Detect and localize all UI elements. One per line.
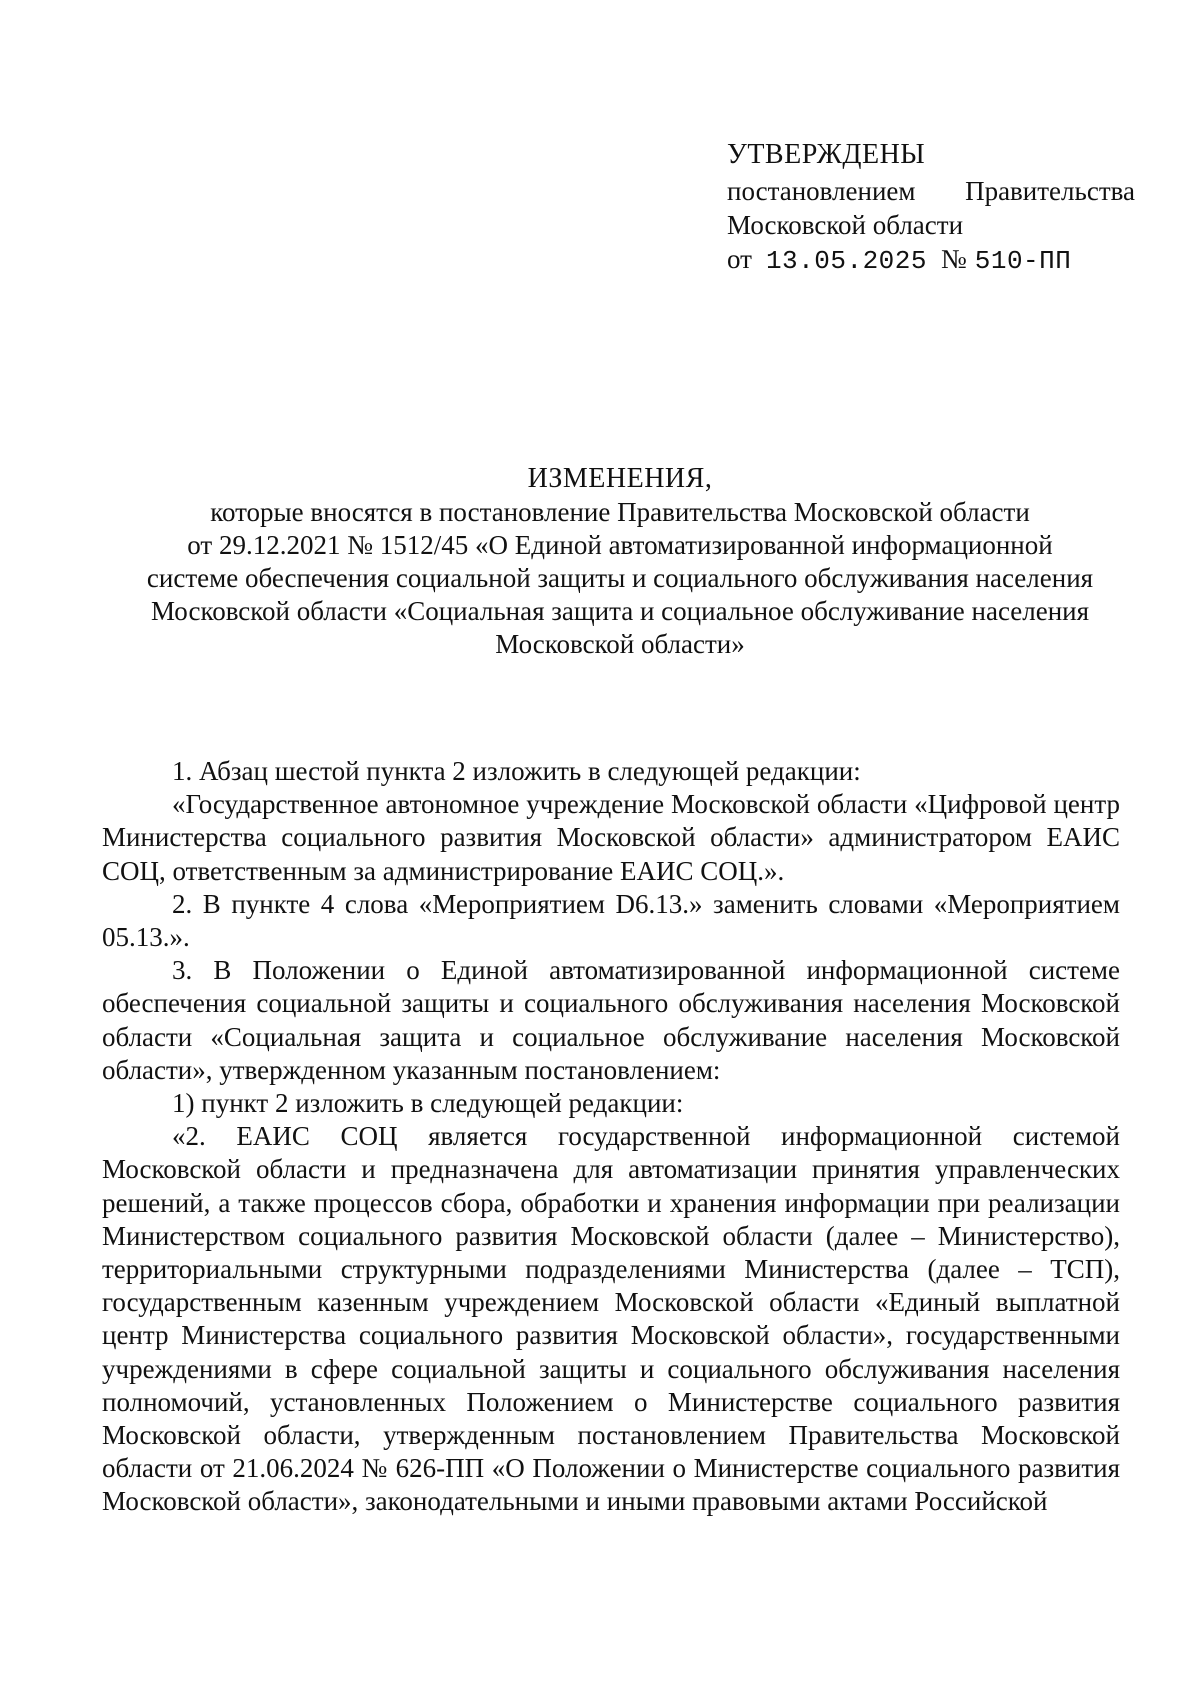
- approval-date-line: [727, 242, 1167, 278]
- approval-issuer-word-2: Правительства: [965, 176, 1135, 206]
- approval-date-prefix: от: [727, 244, 752, 274]
- title-line: от 29.12.2021 № 1512/45 «О Единой автоматизированной информационной: [187, 530, 1053, 560]
- title-line: системе обеспечения социальной защиты и социального обслуживания населения: [146, 563, 1094, 593]
- body-paragraph: 1) пункт 2 изложить в следующей редакции:: [172, 1088, 684, 1119]
- document-body: [102, 755, 1120, 1519]
- approval-stamp: [727, 138, 1167, 278]
- approval-number: 510-ПП: [974, 246, 1072, 276]
- approval-heading: УТВЕРЖДЕНЫ: [727, 139, 926, 170]
- approval-number-sign: №: [940, 244, 967, 274]
- body-paragraph: «Государственное автономное учреждение Московской области «Цифровой центр Министерства социального развития Московской области» администратором ЕАИС СОЦ, ответственным за администрирование ЕАИС СОЦ.».: [102, 789, 1120, 886]
- title-line: Московской области»: [495, 629, 745, 659]
- body-paragraph: «2. ЕАИС СОЦ является государственной информационной системой Московской области и предназначена для автоматизации принятия управленческих решений, а также процессов сбора, обработки и хранения информации при реализации Министерством социального развития Московской области (далее – Министерство), территориальными структурными подразделениями Министерства (далее – ТСП), государственным казенным учреждением Московской области «Единый выплатной центр Министерства социального развития Московской области», государственными учреждениями в сфере социальной защиты и социального обслуживания населения полномочий, установленных Положением о Министерстве социального развития Московской области, утвержденным постановлением Правительства Московской области от 21.06.2024 № 626-ПП «О Положении о Министерстве социального развития Московской области», законодательными и иными правовыми актами Российской: [102, 1121, 1120, 1517]
- body-paragraph: 2. В пункте 4 слова «Мероприятием D6.13.» заменить словами «Мероприятием 05.13.».: [102, 888, 1120, 953]
- body-paragraph: 1. Абзац шестой пункта 2 изложить в следующей редакции:: [172, 756, 861, 786]
- approval-date: 13.05.2025: [765, 246, 927, 276]
- approval-issuer-word-1: постановлением: [727, 176, 916, 206]
- approval-region: Московской области: [727, 210, 964, 240]
- approval-issuer-line: [727, 174, 1135, 208]
- body-paragraph: 3. В Положении о Единой автоматизированной информационной системе обеспечения социальной защиты и социального обслуживания населения Московской области «Социальная защита и социальное обслуживание населения Московской области», утвержденном указанным постановлением:: [102, 955, 1120, 1085]
- document-title-block: [100, 462, 1140, 661]
- document-title: ИЗМЕНЕНИЯ,: [527, 463, 713, 494]
- title-line: Московской области «Социальная защита и социальное обслуживание населения: [150, 596, 1090, 626]
- title-line: которые вносятся в постановление Правительства Московской области: [210, 497, 1030, 527]
